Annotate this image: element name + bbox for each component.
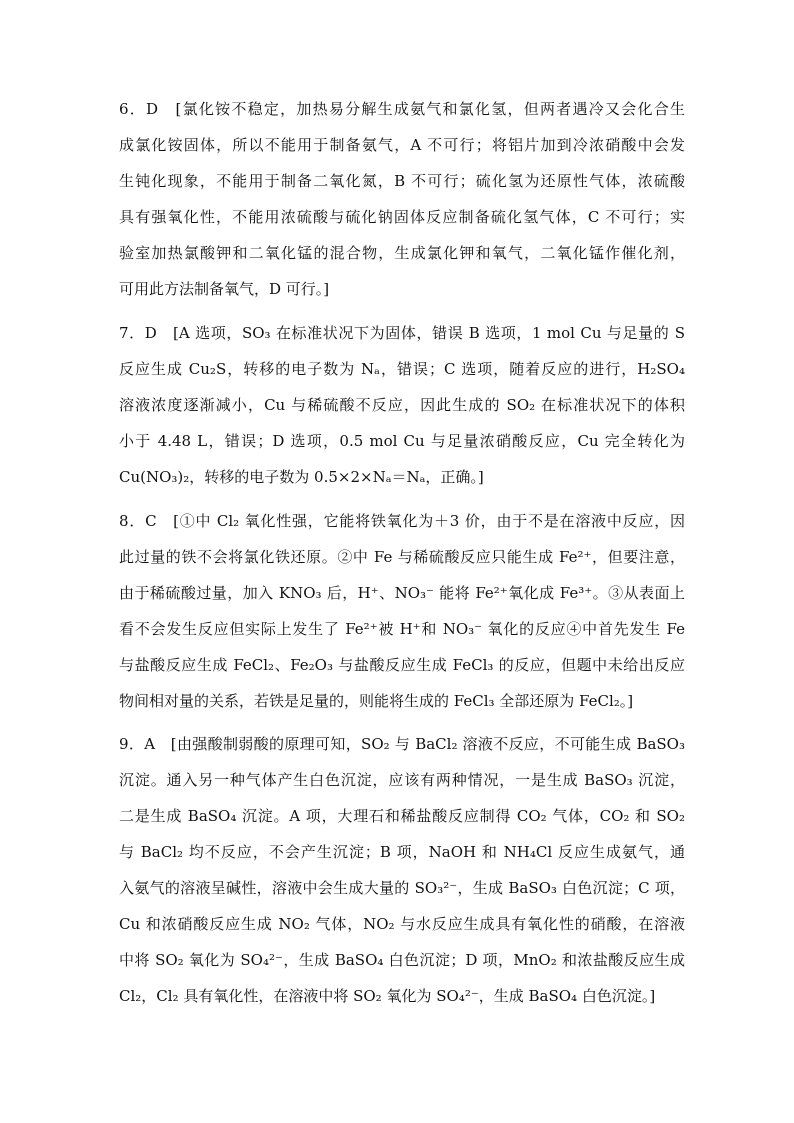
answer-line: 小于 4.48 L，错误；D 选项，0.5 mol Cu 与足量浓硝酸反应，Cu 完全转化为 (119, 432, 685, 450)
answer-line: 中将 SO₂ 氧化为 SO₄²⁻，生成 BaSO₄ 白色沉淀；D 项，MnO₂ 和浓盐酸反应生成 (119, 951, 685, 969)
answer-line: 生钝化现象，不能用于制备二氧化氮，B 不可行；硫化氢为还原性气体，浓硫酸 (119, 172, 685, 190)
answer-line: 8．C [①中 Cl₂ 氧化性强，它能将铁氧化为＋3 价，由于不是在溶液中反应，因 (119, 512, 685, 530)
answer-line: Cl₂，Cl₂ 具有氧化性，在溶液中将 SO₂ 氧化为 SO₄²⁻，生成 BaSO₄ 白色沉淀。] (119, 987, 656, 1005)
answer-line: Cu 和浓硝酸反应生成 NO₂ 气体，NO₂ 与水反应生成具有氧化性的硝酸，在溶液 (119, 915, 685, 933)
answer-line: 物间相对量的关系，若铁是足量的，则能将生成的 FeCl₃ 全部还原为 FeCl₂。] (119, 692, 634, 710)
answer-line: 与盐酸反应生成 FeCl₂、Fe₂O₃ 与盐酸反应生成 FeCl₃ 的反应，但题中未给出反应 (119, 656, 685, 674)
answer-line: 由于稀硫酸过量，加入 KNO₃ 后，H⁺、NO₃⁻ 能将 Fe²⁺氧化成 Fe³⁺。③从表面上 (119, 584, 685, 602)
answer-line: 沉淀。通入另一种气体产生白色沉淀，应该有两种情况，一是生成 BaSO₃ 沉淀， (119, 771, 685, 789)
answer-line: 与 BaCl₂ 均不反应，不会产生沉淀；B 项，NaOH 和 NH₄Cl 反应生成氨气，通 (119, 843, 685, 861)
answer-line: 6．D [氯化铵不稳定，加热易分解生成氨气和氯化氢，但两者遇冷又会化合生 (119, 100, 685, 118)
answer-line: 入氨气的溶液呈碱性，溶液中会生成大量的 SO₃²⁻，生成 BaSO₃ 白色沉淀；C 项， (119, 879, 685, 897)
answer-line: 验室加热氯酸钾和二氧化锰的混合物，生成氯化钾和氧气，二氧化锰作催化剂， (119, 244, 685, 262)
answer-line: 具有强氧化性，不能用浓硫酸与硫化钠固体反应制备硫化氢气体，C 不可行；实 (119, 208, 685, 226)
answer-line: 看不会发生反应但实际上发生了 Fe²⁺被 H⁺和 NO₃⁻ 氧化的反应④中首先发生 Fe (119, 620, 685, 638)
answer-line: 7．D [A 选项，SO₃ 在标准状况下为固体，错误 B 选项，1 mol Cu 与足量的 S (119, 324, 685, 342)
answer-line: 反应生成 Cu₂S，转移的电子数为 Nₐ，错误；C 选项，随着反应的进行，H₂SO₄ (119, 360, 685, 378)
answer-line: 此过量的铁不会将氯化铁还原。②中 Fe 与稀硫酸反应只能生成 Fe²⁺，但要注意， (119, 548, 685, 566)
answer-line: Cu(NO₃)₂，转移的电子数为 0.5×2×Nₐ＝Nₐ，正确。] (119, 468, 484, 486)
answer-line: 可用此方法制备氧气，D 可行。] (119, 280, 330, 298)
answer-line: 溶液浓度逐渐减小，Cu 与稀硫酸不反应，因此生成的 SO₂ 在标准状况下的体积 (119, 396, 685, 414)
answer-line: 9．A [由强酸制弱酸的原理可知，SO₂ 与 BaCl₂ 溶液不反应，不可能生成 BaSO₃ (119, 735, 685, 753)
answer-line: 二是生成 BaSO₄ 沉淀。A 项，大理石和稀盐酸反应制得 CO₂ 气体，CO₂ 和 SO₂ (119, 807, 685, 825)
answer-line: 成氯化铵固体，所以不能用于制备氨气，A 不可行；将铝片加到冷浓硝酸中会发 (119, 136, 685, 154)
